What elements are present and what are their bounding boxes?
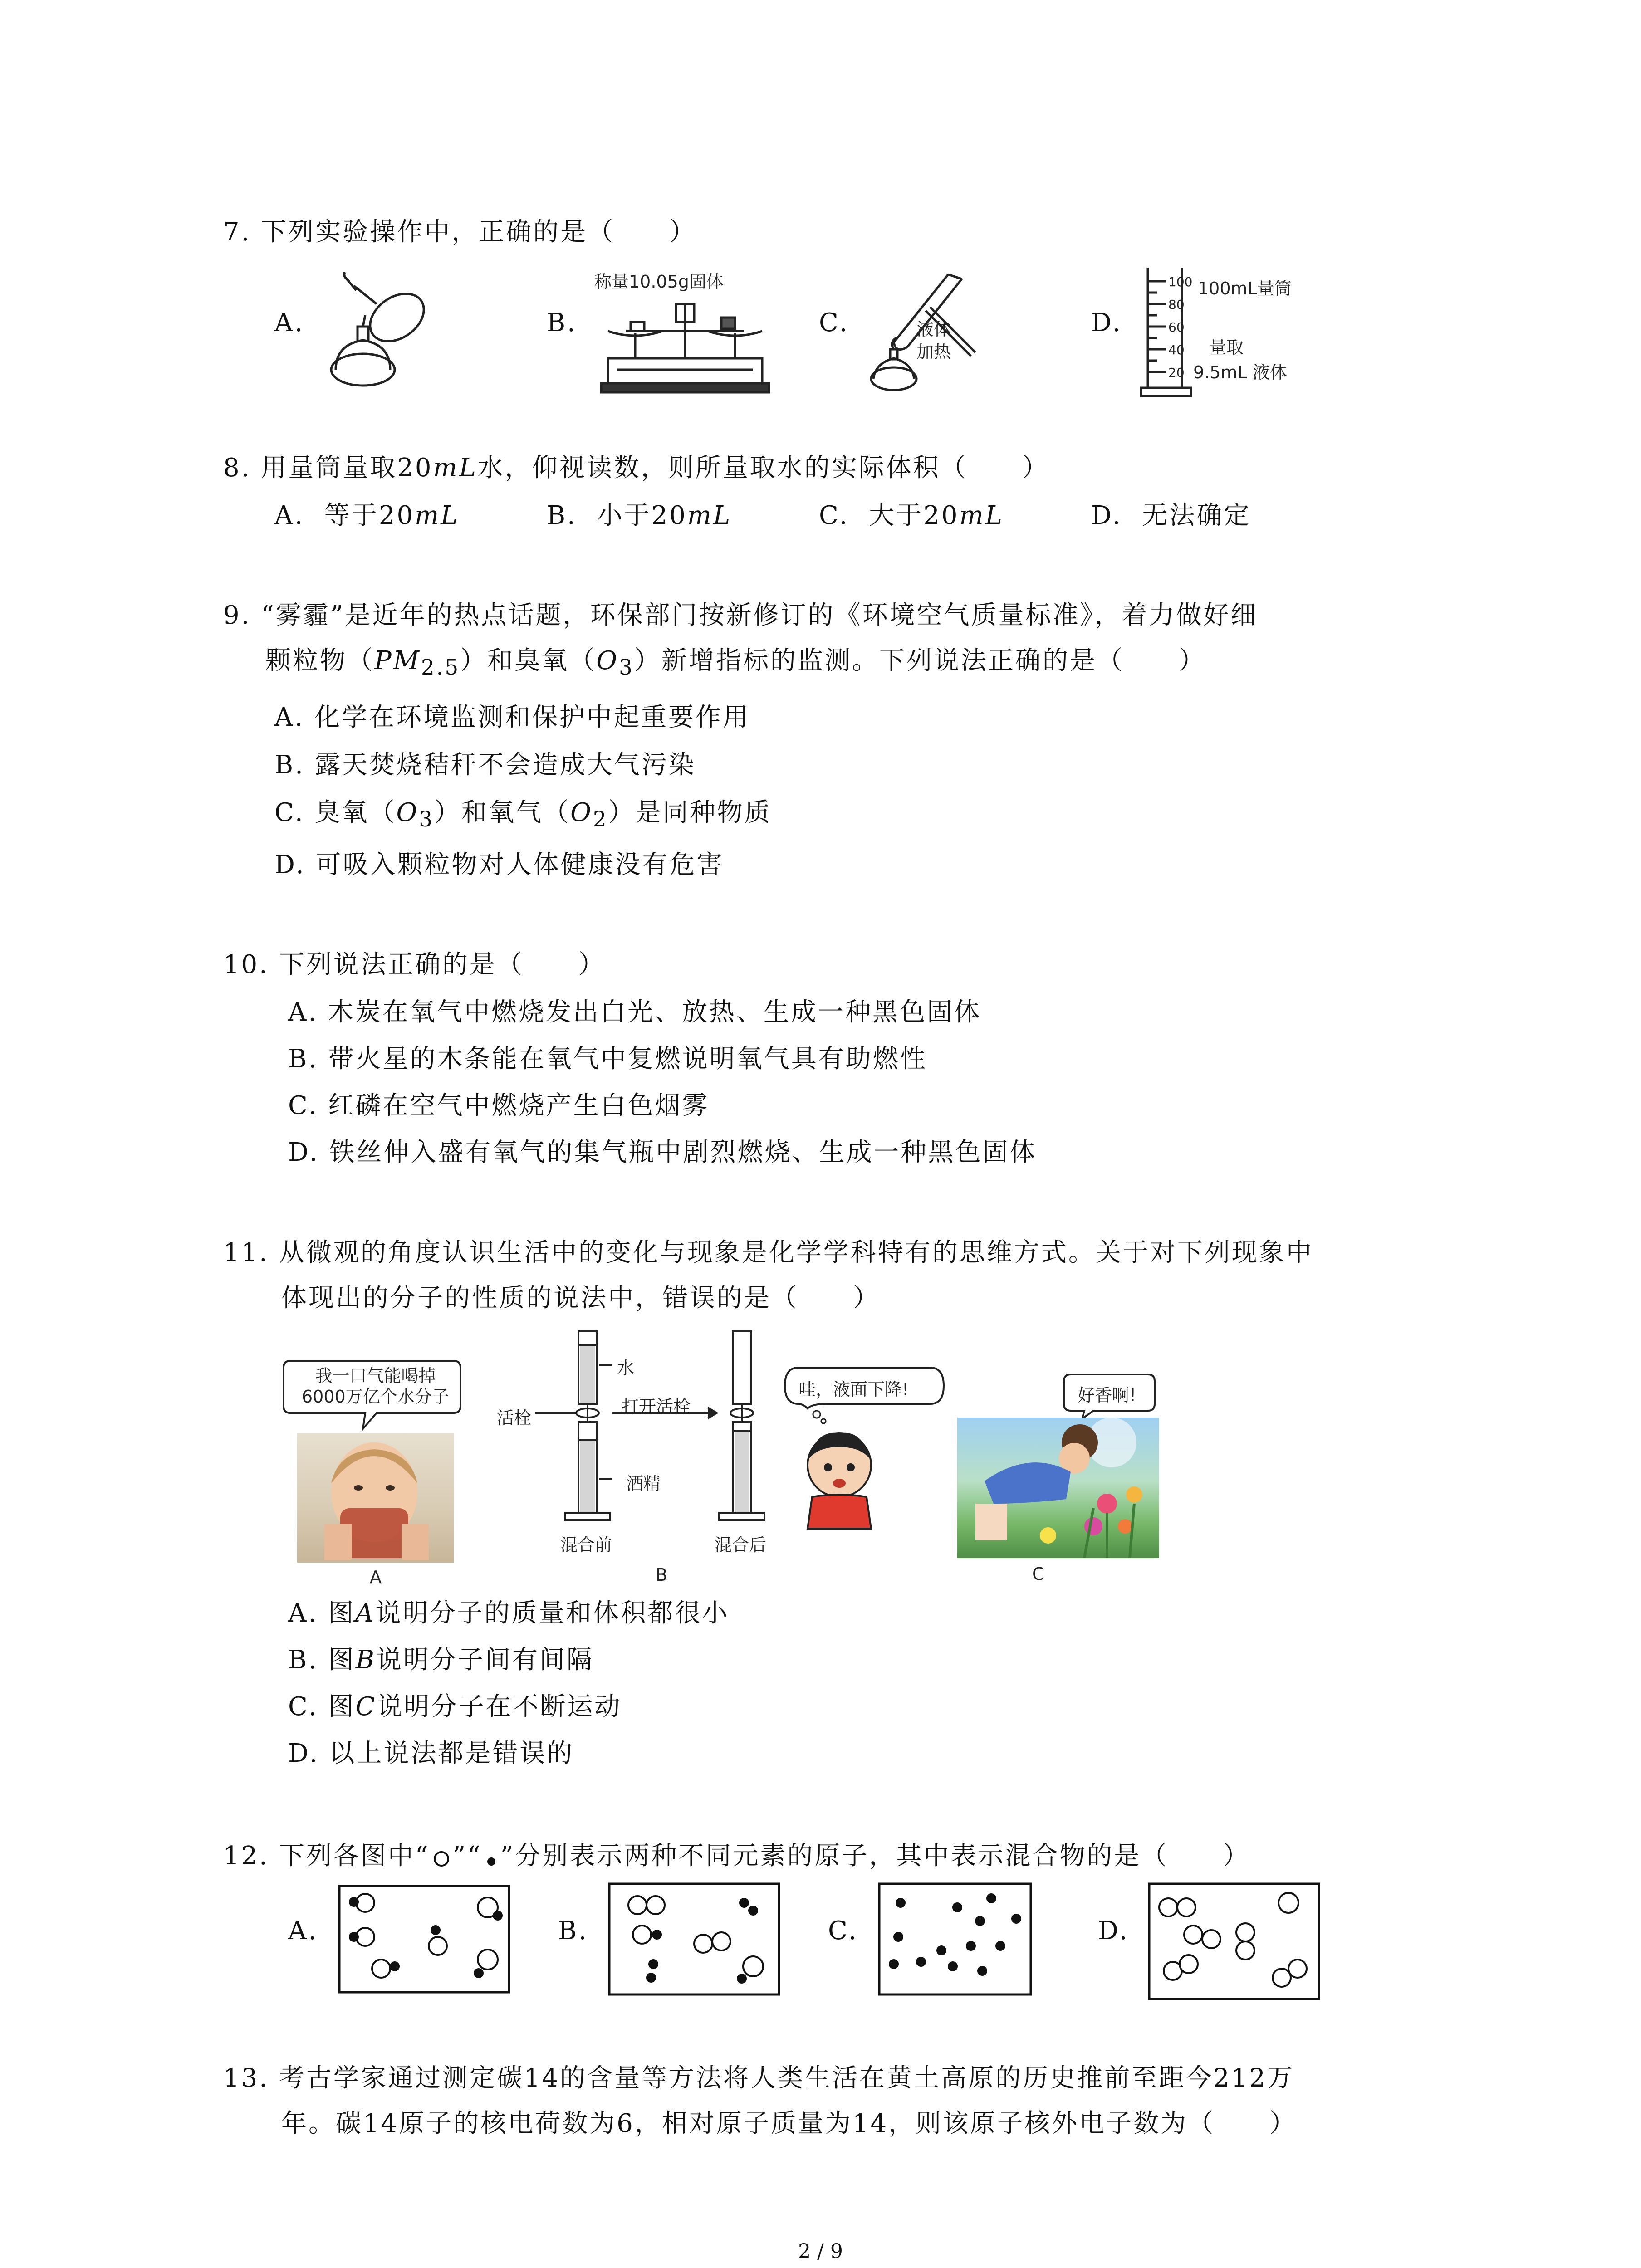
q12-stem: 12. 下列各图中“ ”“ ”分别表示两种不同元素的原子，其中表示混合物的是（ ）: [223, 1841, 1250, 1871]
q11-fig-a-bubble-text: 我一口气能喝掉 6000万亿个水分子: [302, 1366, 449, 1407]
q11-fig-a-baby-photo: [297, 1433, 454, 1563]
q11-fig-c-bubble-text: 好香啊!: [1078, 1385, 1136, 1405]
q7-fig-d-tick-60: 60: [1168, 320, 1185, 335]
q8-option-c: C. 大于20mL: [819, 501, 1004, 530]
q11-option-c: C. 图C说明分子在不断运动: [288, 1692, 622, 1721]
q10-option-a: A. 木炭在氧气中燃烧发出白光、放热、生成一种黑色固体: [288, 997, 982, 1027]
q12-box-a: [338, 1885, 510, 1994]
q11-fig-b-label-water: 水: [617, 1358, 635, 1378]
q7-fig-d-tick-40: 40: [1168, 342, 1185, 357]
q7-fig-d-tick-20: 20: [1168, 365, 1185, 380]
q7-fig-d-tick-80: 80: [1168, 297, 1185, 312]
filled-dot-atom-icon: [482, 1849, 500, 1867]
q12-option-d-label: D.: [1098, 1916, 1129, 1945]
q11-fig-b-bubble-text: 哇，液面下降!: [798, 1379, 909, 1399]
q11-option-d: D. 以上说法都是错误的: [288, 1739, 574, 1768]
q11-fig-b-label-valve: 活栓: [497, 1408, 532, 1428]
q11-fig-b-label-alcohol: 酒精: [626, 1474, 661, 1494]
q9-stem-line1: 9. “雾霾”是近年的热点话题，环保部门按新修订的《环境空气质量标准》，着力做好细: [223, 601, 1258, 630]
q7-fig-c-label-liquid: 液体: [916, 319, 951, 339]
q13-line2: 年。碳14原子的核电荷数为6，相对原子质量为14，则该原子核外电子数为（ ）: [281, 2109, 1297, 2138]
q11-fig-b-caption: B: [656, 1565, 668, 1585]
q9-option-c: C. 臭氧$(O_3)$和氧气$(O_2)$是同种物质: [274, 798, 772, 832]
q8-option-a: A. 等于20mL: [274, 501, 460, 530]
page-number: 2 / 9: [798, 2240, 843, 2263]
q12-box-c: [878, 1882, 1032, 1996]
q11-fig-c-flowers-photo: [957, 1418, 1159, 1558]
q7-option-a-label: A.: [274, 308, 305, 337]
q10-stem: 10. 下列说法正确的是（ ）: [223, 950, 606, 979]
q12-option-c-label: C.: [828, 1916, 858, 1945]
q7-fig-d-label-volume: 9.5mL 液体: [1193, 362, 1287, 382]
q12-option-a-label: A.: [288, 1916, 318, 1945]
q11-fig-b-tubes: [495, 1327, 821, 1535]
q11-fig-b-cartoon-boy: [798, 1429, 880, 1533]
q7-fig-d-label-measure: 量取: [1209, 337, 1244, 357]
q11-option-a: A. 图A说明分子的质量和体积都很小: [288, 1598, 730, 1628]
q7-fig-b-label: 称量10.05g固体: [594, 272, 724, 292]
q9-stem-line2: 颗粒物$(PM_{2.5})$和臭氧$(O_3)$新增指标的监测。下列说法正确的是（ ）: [265, 646, 1206, 680]
q7-fig-a-alcohol-lamps: [318, 272, 436, 390]
q9-option-b: B. 露天焚烧秸秆不会造成大气污染: [274, 750, 696, 780]
q7-option-d-label: D.: [1091, 308, 1122, 337]
q11-fig-b-label-open-valve: 打开活栓: [622, 1397, 691, 1417]
q10-option-d: D. 铁丝伸入盛有氧气的集气瓶中剧烈燃烧、生成一种黑色固体: [288, 1138, 1037, 1167]
q11-fig-b-label-before: 混合前: [560, 1535, 612, 1555]
q13-line1: 13. 考古学家通过测定碳14的含量等方法将人类生活在黄土高原的历史推前至距今212万: [223, 2063, 1295, 2093]
q11-option-b: B. 图B说明分子间有间隔: [288, 1645, 594, 1675]
q7-fig-d-label-cylinder: 100mL量筒: [1198, 279, 1292, 298]
q8-option-d: D. 无法确定: [1091, 501, 1251, 530]
q11-fig-a-caption: A: [370, 1567, 382, 1587]
q9-option-a: A. 化学在环境监测和保护中起重要作用: [274, 703, 750, 732]
q7-stem: 7. 下列实验操作中，正确的是（ ）: [223, 217, 697, 247]
q12-option-b-label: B.: [558, 1916, 588, 1945]
q9-option-d: D. 可吸入颗粒物对人体健康没有危害: [274, 850, 724, 880]
open-circle-atom-icon: [430, 1849, 453, 1867]
q11-fig-c-caption: C: [1032, 1564, 1044, 1584]
q12-box-d: [1148, 1882, 1320, 2000]
q11-fig-b-label-after: 混合后: [715, 1535, 767, 1555]
q10-option-c: C. 红磷在空气中燃烧产生白色烟雾: [288, 1091, 710, 1120]
q7-fig-d-tick-100: 100: [1168, 274, 1193, 289]
q8-stem: 8. 用量筒量取20mL水，仰视读数，则所量取水的实际体积（ ）: [223, 453, 1049, 483]
q11-stem-line2: 体现出的分子的性质的说法中，错误的是（ ）: [281, 1283, 880, 1313]
q7-option-c-label: C.: [819, 308, 849, 337]
q12-box-b: [608, 1882, 780, 1996]
q7-option-b-label: B.: [547, 308, 577, 337]
q11-stem-line1: 11. 从微观的角度认识生活中的变化与现象是化学学科特有的思维方式。关于对下列现象中: [223, 1238, 1313, 1267]
q7-fig-b-balance: [599, 290, 771, 395]
q7-fig-c-label-heat: 加热: [916, 342, 951, 362]
q10-option-b: B. 带火星的木条能在氧气中复燃说明氧气具有助燃性: [288, 1044, 927, 1074]
q8-option-b: B. 小于20mL: [547, 501, 732, 530]
